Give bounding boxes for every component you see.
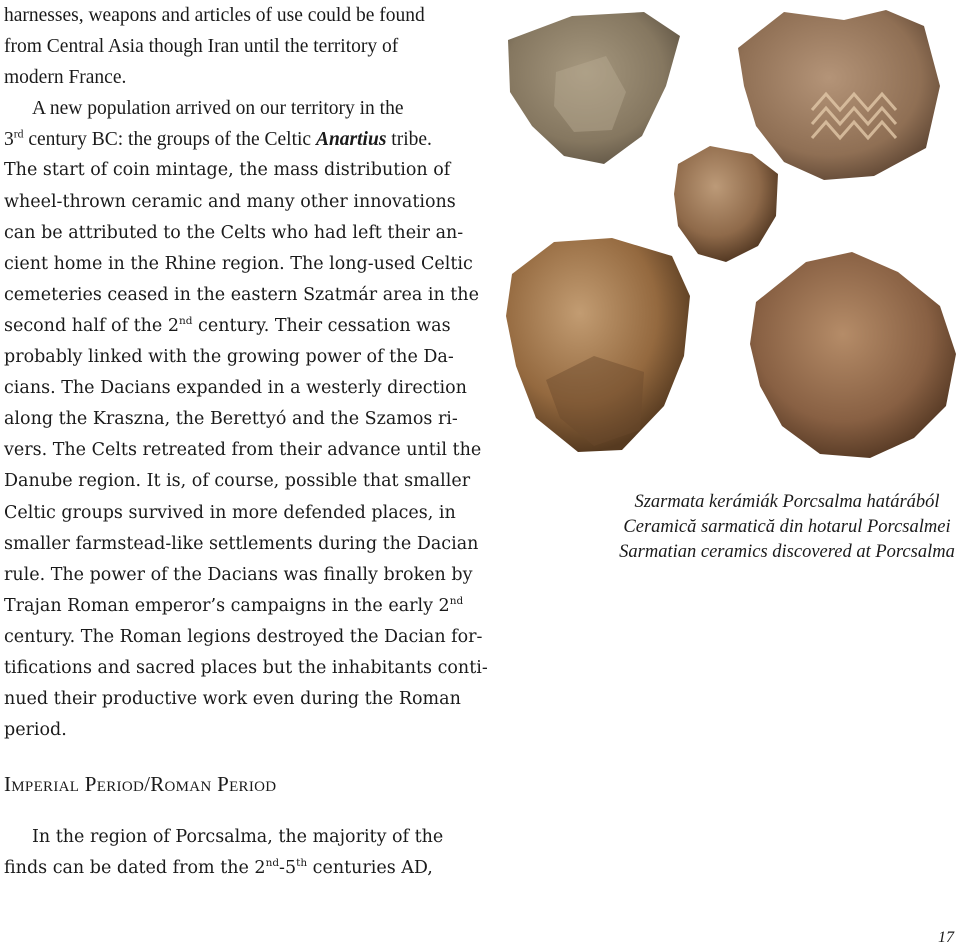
text-line (4, 591, 474, 622)
text-line: In the region of Porcsalma, the majority of the (32, 827, 444, 847)
text-run: century. Their cessation was (192, 315, 451, 336)
text-line: modern France. (4, 67, 127, 89)
text-line: Celtic groups survived in more defended places, in (4, 502, 456, 523)
superscript: nd (265, 857, 280, 870)
text-run: tribe. (386, 129, 432, 151)
text-line: can be attributed to the Celts who had left their an- (4, 222, 464, 243)
text-line: harnesses, weapons and articles of use could be found (4, 5, 425, 26)
text-run: 3 (4, 129, 14, 151)
text-line: Danube region. It is, of course, possible that smaller (4, 471, 471, 492)
caption-english: Sarmatian ceramics discovered at Porcsalma (619, 542, 955, 562)
text-line: A new population arrived on our territory in the (32, 98, 404, 120)
caption-hungarian: Szarmata kerámiák Porcsalma határából (634, 492, 940, 512)
text-run: -5 (279, 858, 297, 879)
text-line: cians. The Dacians expanded in a westerly direction (4, 378, 467, 399)
text-line (4, 853, 504, 884)
text-line: wheel-thrown ceramic and many other innovations (4, 191, 456, 212)
section-heading-text: Imperial Period/Roman Period (4, 772, 277, 796)
sherd-small (674, 146, 778, 262)
text-run: century BC: the groups of the Celtic (23, 129, 316, 151)
text-line: nued their productive work even during the Roman (4, 689, 461, 710)
caption-romanian: Ceramică sarmatică din hotarul Porcsalmei (623, 517, 951, 537)
text-line: The start of coin mintage, the mass distribution of (4, 160, 451, 181)
text-line: vers. The Celts retreated from their advance until the (4, 440, 482, 461)
superscript: nd (449, 594, 464, 607)
text-line: from Central Asia though Iran until the territory of (4, 36, 399, 58)
section-heading (4, 772, 276, 797)
text-line: century. The Roman legions destroyed the Dacian for- (4, 626, 483, 647)
sherd-large-right (750, 252, 956, 458)
text-run: second half of the 2 (4, 315, 179, 336)
section-text (4, 822, 504, 884)
tribe-name: Anartius (315, 129, 387, 151)
page-number: 17 (938, 929, 954, 946)
text-run: centuries AD, (307, 858, 433, 879)
figure-caption (592, 490, 960, 565)
text-line: probably linked with the growing power of the Da- (4, 347, 454, 368)
text-line: cient home in the Rhine region. The long-used Celtic (4, 253, 473, 274)
text-run: finds can be dated from the 2 (4, 858, 266, 879)
text-line: smaller farmstead-like settlements during the Dacian (4, 533, 479, 554)
text-line: period. (4, 720, 67, 741)
ceramic-fragments-photo (494, 6, 960, 466)
text-line: tifications and sacred places but the inhabitants conti- (4, 657, 488, 678)
text-line: rule. The power of the Dacians was finally broken by (4, 564, 473, 585)
text-line: cemeteries ceased in the eastern Szatmár area in the (4, 284, 479, 305)
text-line (4, 124, 474, 155)
body-text (4, 0, 488, 746)
superscript: nd (178, 315, 193, 328)
text-run: Trajan Roman emperor’s campaigns in the early 2 (4, 595, 450, 616)
superscript: rd (13, 127, 24, 141)
text-line (4, 311, 474, 342)
superscript: th (296, 857, 308, 870)
text-line: along the Kraszna, the Berettyó and the Szamos ri- (4, 409, 458, 430)
sherd-patterned (738, 10, 940, 180)
